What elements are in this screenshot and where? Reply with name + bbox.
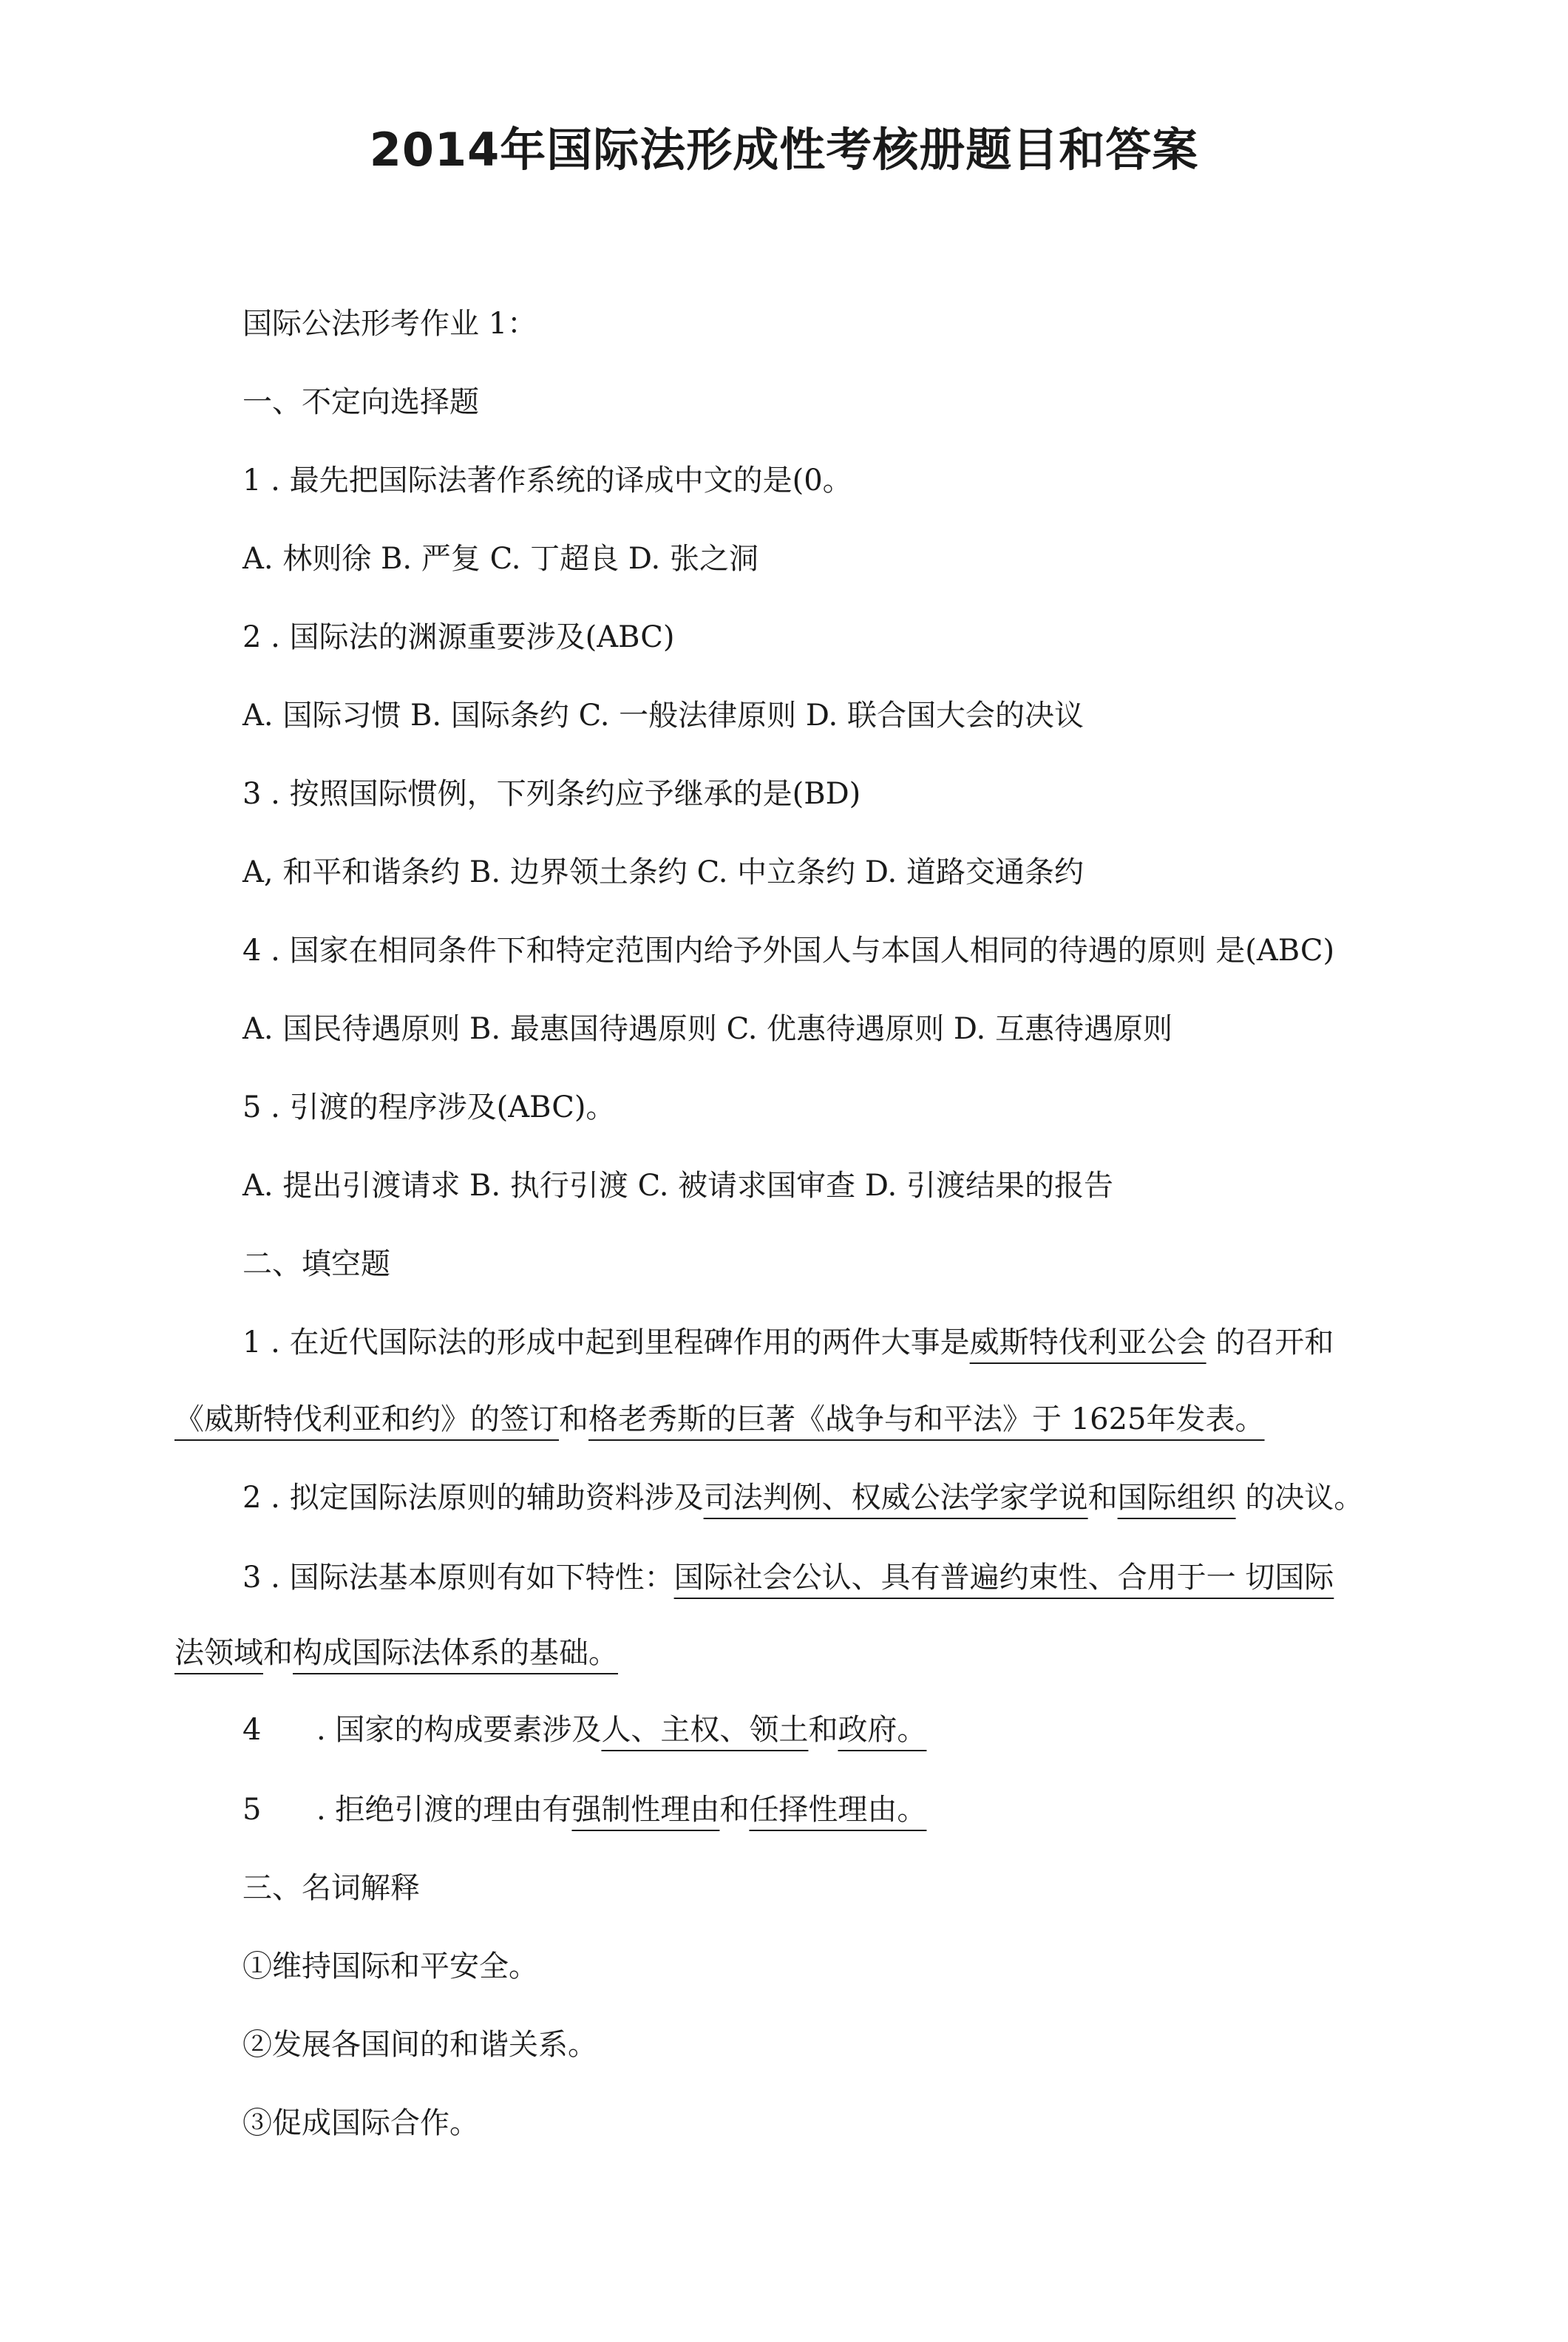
fill-number: 4	[242, 1713, 262, 1747]
fill-answer: 构成国际法体系的基础。	[293, 1636, 618, 1670]
fill-question-3	[242, 1555, 1334, 1600]
fill-question-2	[242, 1476, 1363, 1520]
question-options: A. 国民待遇原则 B. 最惠国待遇原则 C. 优惠待遇原则 D. 互惠待遇原则	[242, 1012, 1172, 1046]
fill-answer: 政府。	[838, 1713, 927, 1747]
fill-answer: 司法判例、权威公法学家学说	[703, 1481, 1088, 1515]
question-stem: 4 . 国家在相同条件下和特定范围内给予外国人与本国人相同的待遇的原则 是(ABC)	[242, 934, 1335, 968]
section-heading-fill: 二、填空题	[242, 1247, 390, 1281]
question-options: A, 和平和谐条约 B. 边界领土条约 C. 中立条约 D. 道路交通条约	[242, 855, 1084, 889]
fill-text: . 拒绝引渡的理由有	[316, 1793, 572, 1827]
question-stem: 5 . 引渡的程序涉及(ABC)。	[242, 1090, 616, 1124]
question-options: A. 国际习惯 B. 国际条约 C. 一般法律原则 D. 联合国大会的决议	[242, 699, 1084, 733]
document-title: 2014年国际法形成性考核册题目和答案	[369, 123, 1199, 177]
section-heading-choice: 一、不定向选择题	[242, 385, 479, 419]
question-stem: 3 . 按照国际惯例，下列条约应予继承的是(BD)	[242, 777, 861, 811]
fill-answer: 人、主权、领土	[601, 1713, 809, 1747]
fill-text: 和	[559, 1402, 588, 1436]
section-heading-terms: 三、名词解释	[242, 1871, 420, 1905]
term-item: ③促成国际合作。	[242, 2106, 479, 2140]
fill-text: 和	[808, 1713, 838, 1747]
fill-question-4	[242, 1708, 926, 1752]
term-item: ①维持国际和平安全。	[242, 1949, 538, 1983]
assignment-heading: 国际公法形考作业 1：	[242, 307, 537, 341]
fill-text: 1 . 在近代国际法的形成中起到里程碑作用的两件大事是	[242, 1326, 970, 1360]
fill-text: 和	[719, 1793, 750, 1827]
term-item: ②发展各国间的和谐关系。	[242, 2028, 597, 2062]
fill-question-3-cont	[174, 1631, 618, 1675]
fill-text: 和	[263, 1636, 293, 1670]
fill-question-1	[242, 1320, 1334, 1365]
fill-text: 2 . 拟定国际法原则的辅助资料涉及	[242, 1481, 704, 1515]
fill-answer: 国际社会公认、具有普遍约束性、合用于一 切国际	[673, 1561, 1334, 1595]
fill-answer: 格老秀斯的巨著《战争与和平法》于 1625年发表。	[588, 1402, 1265, 1436]
fill-answer: 威斯特伐利亚公会	[969, 1326, 1206, 1360]
fill-text: 3 . 国际法基本原则有如下特性：	[242, 1561, 674, 1595]
fill-text: . 国家的构成要素涉及	[316, 1713, 602, 1747]
fill-text: 的召开和	[1206, 1326, 1334, 1360]
question-options: A. 提出引渡请求 B. 执行引渡 C. 被请求国审查 D. 引渡结果的报告	[242, 1169, 1113, 1203]
question-stem: 2 . 国际法的渊源重要涉及(ABC)	[242, 620, 675, 654]
fill-answer: 强制性理由	[571, 1793, 720, 1827]
fill-answer: 《威斯特伐利亚和约》的签订	[174, 1402, 559, 1436]
fill-answer: 国际组织	[1117, 1481, 1236, 1515]
fill-text: 的决议。	[1235, 1481, 1364, 1515]
fill-answer: 任择性理由。	[749, 1793, 927, 1827]
question-stem: 1 . 最先把国际法著作系统的译成中文的是(0。	[242, 464, 852, 498]
question-options: A. 林则徐 B. 严复 C. 丁超良 D. 张之洞	[242, 542, 758, 576]
fill-question-1-cont	[174, 1397, 1265, 1442]
fill-answer: 法领域	[174, 1636, 263, 1670]
fill-text: 和	[1087, 1481, 1118, 1515]
fill-number: 5	[242, 1793, 262, 1827]
fill-question-5	[242, 1788, 926, 1832]
